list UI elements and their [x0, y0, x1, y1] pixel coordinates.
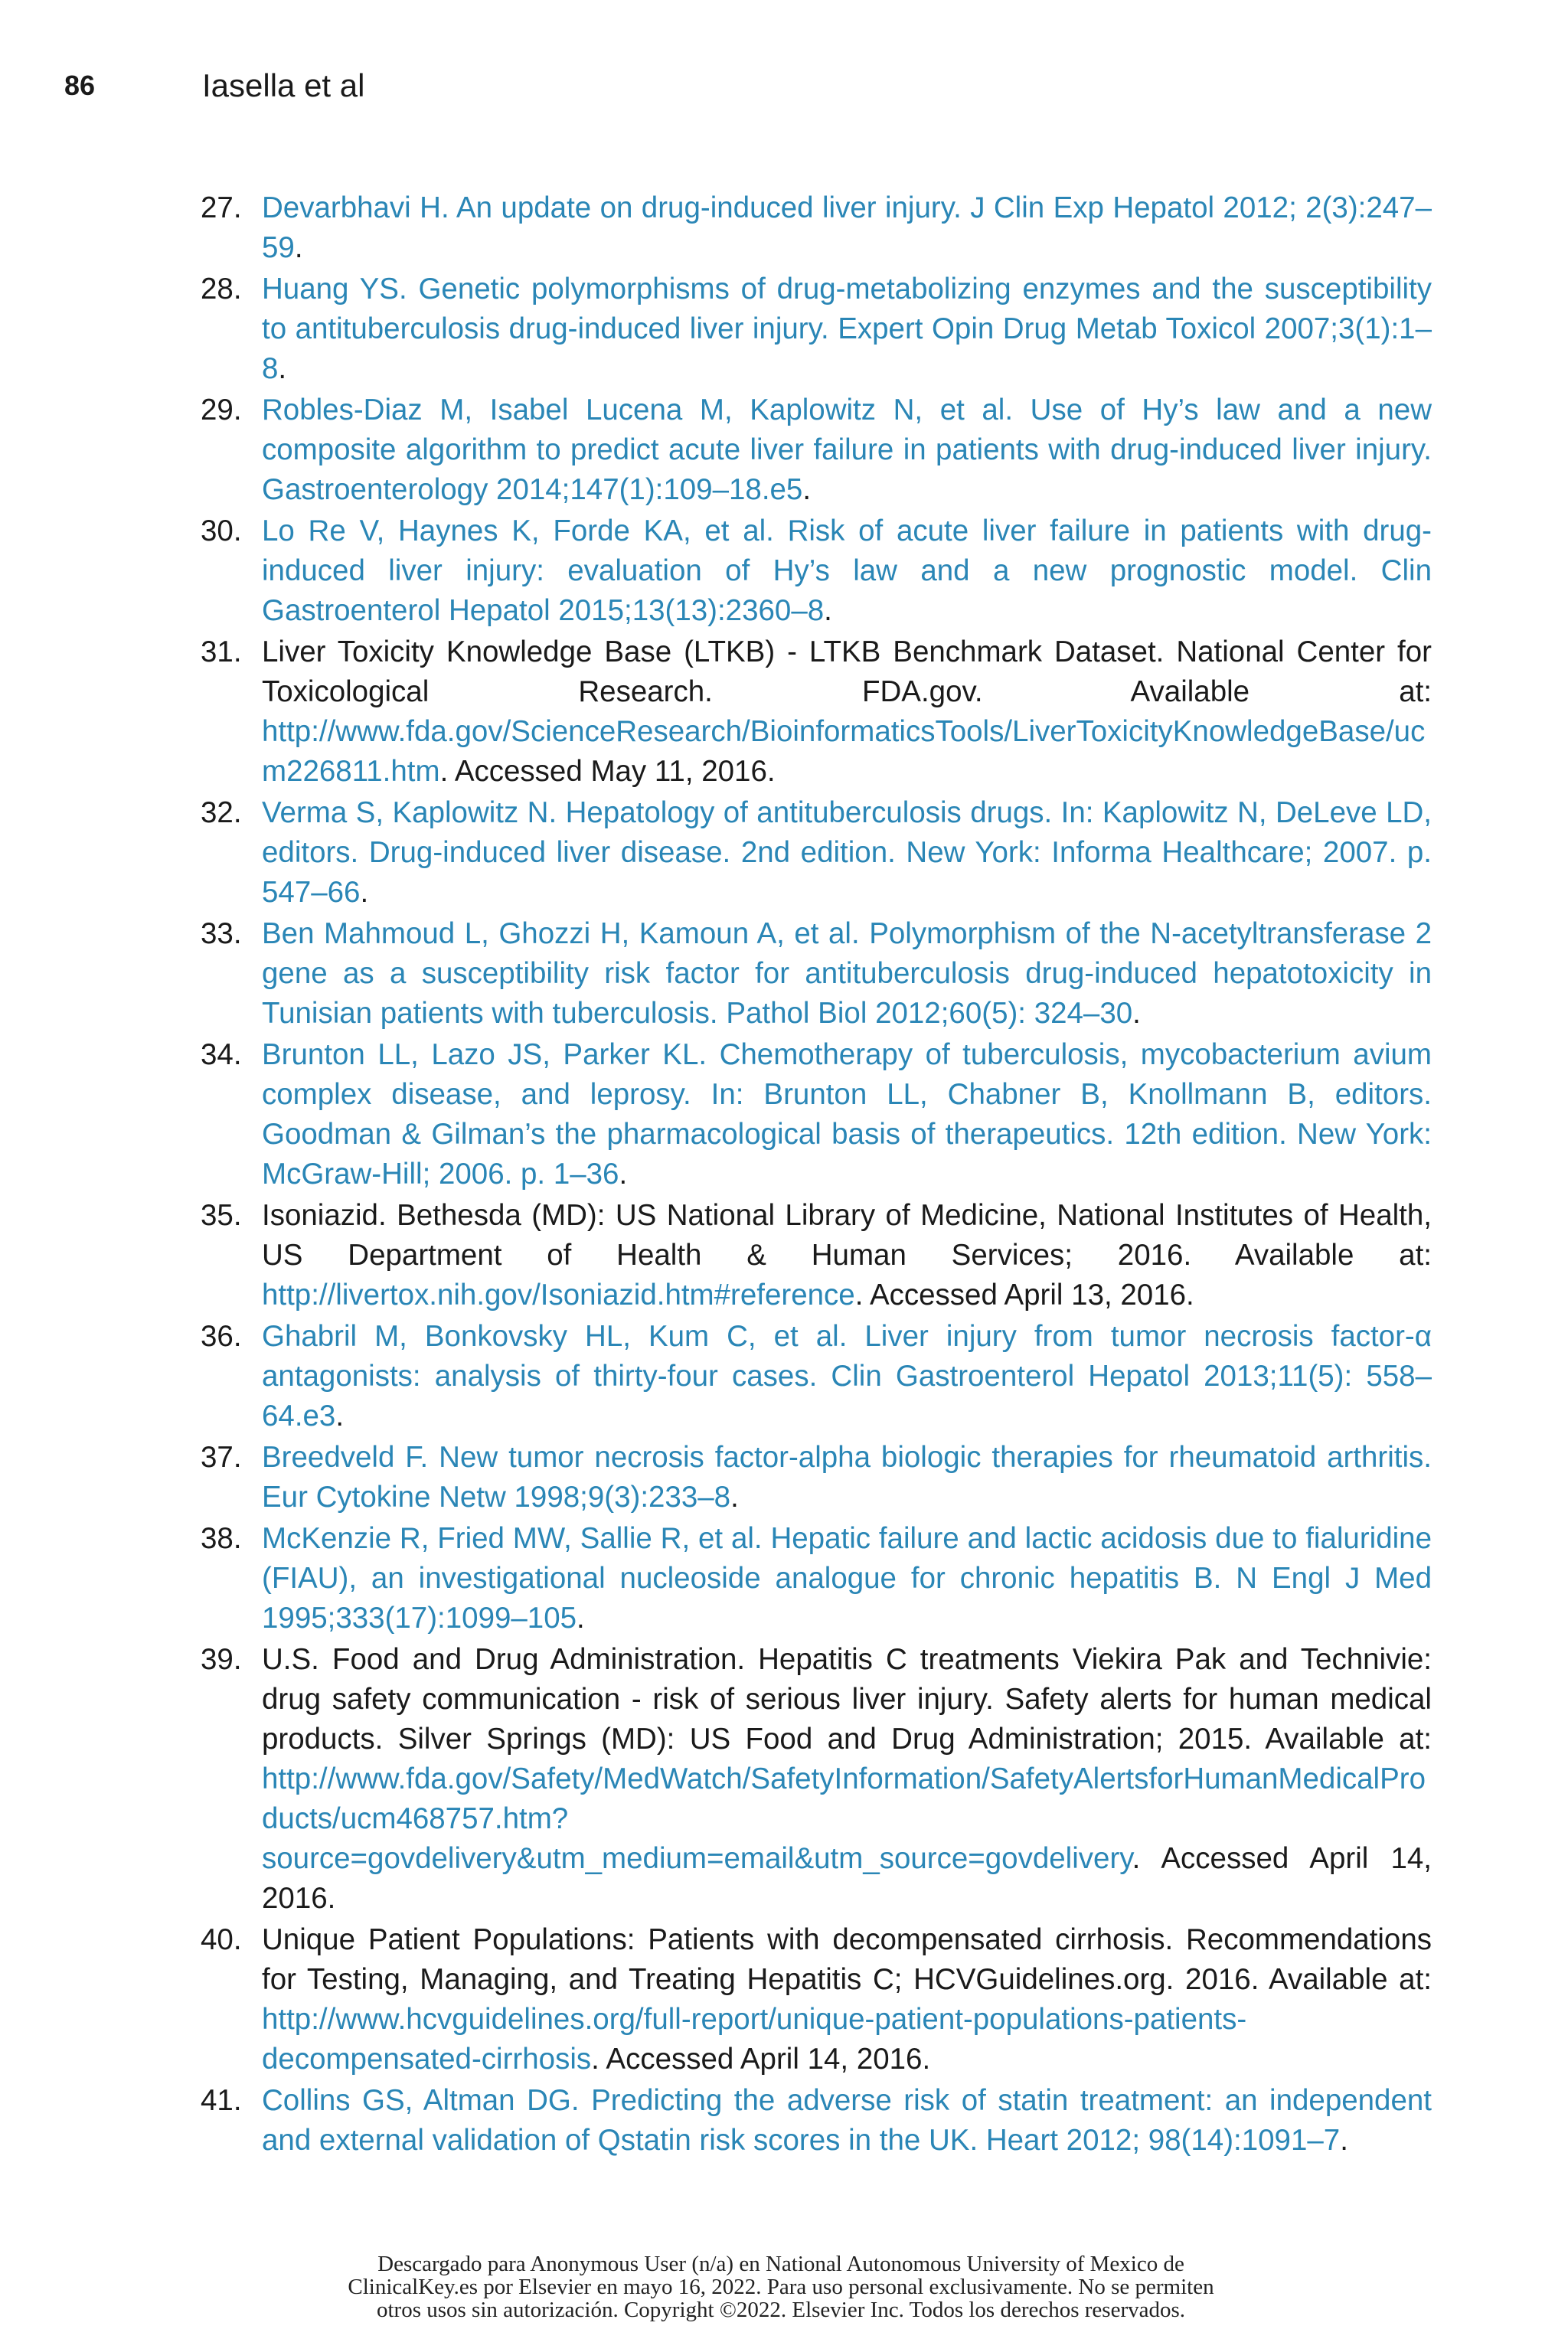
reference-text: [262, 1438, 1432, 1517]
reference-number: 31.: [201, 635, 242, 668]
reference-item: [201, 1438, 1432, 1517]
reference-plain-text: .: [294, 231, 303, 264]
reference-link[interactable]: Breedveld F. New tumor necrosis factor-alpha biologic therapies for rheumatoid arthritis. Eur Cytokine Netw 1998;9(3):233–8: [262, 1441, 1432, 1514]
reference-list: [201, 188, 1432, 2162]
reference-number: 29.: [201, 394, 242, 426]
reference-plain-text: . Accessed May 11, 2016.: [439, 755, 776, 788]
reference-plain-text: . Accessed April 14, 2016.: [591, 2043, 931, 2076]
reference-plain-text: Liver Toxicity Knowledge Base (LTKB) - LTKB Benchmark Dataset. National Center for Toxicological Research. FDA.gov. Available at:: [262, 635, 1432, 708]
reference-text: [262, 2081, 1432, 2161]
reference-plain-text: .: [577, 1602, 585, 1635]
footer-line-3: otros usos sin autorización. Copyright ©2022. Elsevier Inc. Todos los derechos reservados.: [376, 2298, 1186, 2322]
reference-item: [201, 1196, 1432, 1315]
reference-link[interactable]: Lo Re V, Haynes K, Forde KA, et al. Risk of acute liver failure in patients with drug-induced liver injury: evaluation of Hy’s law and a new prognostic model. Clin Gastroenterol Hepatol 2015;13(13):2360–8: [262, 514, 1432, 627]
reference-text: [262, 270, 1432, 389]
running-head: Iasella et al: [202, 67, 365, 103]
reference-text: [262, 1196, 1432, 1315]
reference-plain-text: .: [360, 876, 369, 909]
reference-link[interactable]: http://www.fda.gov/ScienceResearch/BioinformaticsTools/LiverToxicityKnowledgeBase/ucm226811.htm: [262, 715, 1426, 788]
reference-link[interactable]: Collins GS, Altman DG. Predicting the adverse risk of statin treatment: an independent and external validation of Qstatin risk scores in the UK. Heart 2012; 98(14):1091–7: [262, 2084, 1432, 2157]
reference-plain-text: .: [278, 352, 287, 385]
download-notice-footer: [253, 2252, 1309, 2321]
reference-item: [201, 390, 1432, 510]
reference-item: [201, 188, 1432, 268]
reference-link[interactable]: Devarbhavi H. An update on drug-induced liver injury. J Clin Exp Hepatol 2012; 2(3):247–59: [262, 191, 1432, 264]
reference-plain-text: .: [824, 594, 832, 627]
footer-line-2: ClinicalKey.es por Elsevier en mayo 16, 2022. Para uso personal exclusivamente. No se permiten: [348, 2275, 1214, 2299]
reference-text: [262, 632, 1432, 792]
reference-number: 28.: [201, 273, 242, 305]
reference-link[interactable]: http://www.hcvguidelines.org/full-report/unique-patient-populations-patients-decompensated-cirrhosis: [262, 2003, 1247, 2076]
reference-link[interactable]: McKenzie R, Fried MW, Sallie R, et al. Hepatic failure and lactic acidosis due to fialuridine (FIAU), an investigational nucleoside analogue for chronic hepatitis B. N Engl J Med 1995;333(17):1099–105: [262, 1522, 1432, 1635]
reference-item: [201, 1640, 1432, 1919]
reference-text: [262, 1519, 1432, 1638]
reference-plain-text: Isoniazid. Bethesda (MD): US National Library of Medicine, National Institutes of Health, US Department of Health & Human Services; 2016. Available at:: [262, 1199, 1432, 1272]
footer-line-1: Descargado para Anonymous User (n/a) en National Autonomous University of Mexico de: [377, 2252, 1184, 2276]
reference-item: [201, 270, 1432, 389]
reference-text: [262, 1035, 1432, 1194]
reference-plain-text: .: [802, 473, 812, 506]
reference-number: 34.: [201, 1038, 242, 1071]
reference-number: 35.: [201, 1199, 242, 1232]
reference-number: 36.: [201, 1320, 242, 1353]
reference-plain-text: .: [730, 1481, 739, 1514]
reference-number: 33.: [201, 917, 242, 950]
reference-plain-text: .: [335, 1400, 345, 1432]
reference-item: [201, 1920, 1432, 2079]
reference-link[interactable]: Verma S, Kaplowitz N. Hepatology of antituberculosis drugs. In: Kaplowitz N, DeLeve LD, editors. Drug-induced liver disease. 2nd edition. New York: Informa Healthcare; 2007. p. 547–66: [262, 796, 1432, 909]
reference-text: [262, 1317, 1432, 1436]
reference-number: 40.: [201, 1923, 242, 1956]
reference-text: [262, 793, 1432, 913]
reference-text: [262, 1640, 1432, 1919]
reference-number: 39.: [201, 1643, 242, 1676]
reference-plain-text: U.S. Food and Drug Administration. Hepatitis C treatments Viekira Pak and Technivie: drug safety communication - risk of serious liver injury. Safety alerts for human medical products. Silver Springs (MD): US Food and Drug Administration; 2015. Available at:: [262, 1643, 1432, 1756]
reference-link[interactable]: Robles-Diaz M, Isabel Lucena M, Kaplowitz N, et al. Use of Hy’s law and a new composite algorithm to predict acute liver failure in patients with drug-induced liver injury. Gastroenterology 2014;147(1):109–18.e5: [262, 394, 1432, 506]
reference-number: 32.: [201, 796, 242, 829]
reference-item: [201, 632, 1432, 792]
reference-text: [262, 511, 1432, 631]
reference-number: 37.: [201, 1441, 242, 1474]
reference-number: 27.: [201, 191, 242, 224]
reference-plain-text: .: [1132, 997, 1141, 1030]
reference-item: [201, 511, 1432, 631]
reference-text: [262, 1920, 1432, 2079]
reference-link[interactable]: Ben Mahmoud L, Ghozzi H, Kamoun A, et al. Polymorphism of the N-acetyltransferase 2 gene as a susceptibility risk factor for antituberculosis drug-induced hepatotoxicity in Tunisian patients with tuberculosis. Pathol Biol 2012;60(5): 324–30: [262, 917, 1432, 1030]
reference-number: 38.: [201, 1522, 242, 1555]
reference-item: [201, 1035, 1432, 1194]
reference-link[interactable]: Brunton LL, Lazo JS, Parker KL. Chemotherapy of tuberculosis, mycobacterium avium complex disease, and leprosy. In: Brunton LL, Chabner B, Knollmann B, editors. Goodman & Gilman’s the pharmacological basis of therapeutics. 12th edition. New York: McGraw-Hill; 2006. p. 1–36: [262, 1038, 1432, 1191]
reference-item: [201, 1317, 1432, 1436]
reference-plain-text: Unique Patient Populations: Patients with decompensated cirrhosis. Recommendations for Testing, Managing, and Treating Hepatitis C; HCVGuidelines.org. 2016. Available at:: [262, 1923, 1432, 1996]
reference-item: [201, 1519, 1432, 1638]
reference-number: 41.: [201, 2084, 242, 2117]
reference-plain-text: . Accessed April 13, 2016.: [854, 1279, 1194, 1312]
page-number: 86: [64, 70, 96, 101]
reference-plain-text: .: [619, 1158, 628, 1191]
reference-item: [201, 2081, 1432, 2161]
reference-link[interactable]: http://www.fda.gov/Safety/MedWatch/SafetyInformation/SafetyAlertsforHumanMedicalProducts/ucm468757.htm?source=govdelivery&utm_medium=email&utm_source=govdelivery: [262, 1762, 1426, 1875]
reference-text: [262, 188, 1432, 268]
reference-item: [201, 914, 1432, 1034]
reference-plain-text: . Accessed April 14, 2016.: [262, 1842, 1432, 1915]
reference-plain-text: .: [1340, 2124, 1348, 2157]
reference-link[interactable]: Ghabril M, Bonkovsky HL, Kum C, et al. Liver injury from tumor necrosis factor-α antagonists: analysis of thirty-four cases. Clin Gastroenterol Hepatol 2013;11(5): 558–64.e3: [262, 1320, 1432, 1432]
reference-number: 30.: [201, 514, 242, 547]
reference-item: [201, 793, 1432, 913]
reference-link[interactable]: Huang YS. Genetic polymorphisms of drug-metabolizing enzymes and the susceptibility to antituberculosis drug-induced liver injury. Expert Opin Drug Metab Toxicol 2007;3(1):1–8: [262, 273, 1432, 385]
reference-link[interactable]: http://livertox.nih.gov/Isoniazid.htm#reference: [262, 1279, 855, 1312]
reference-text: [262, 914, 1432, 1034]
reference-text: [262, 390, 1432, 510]
